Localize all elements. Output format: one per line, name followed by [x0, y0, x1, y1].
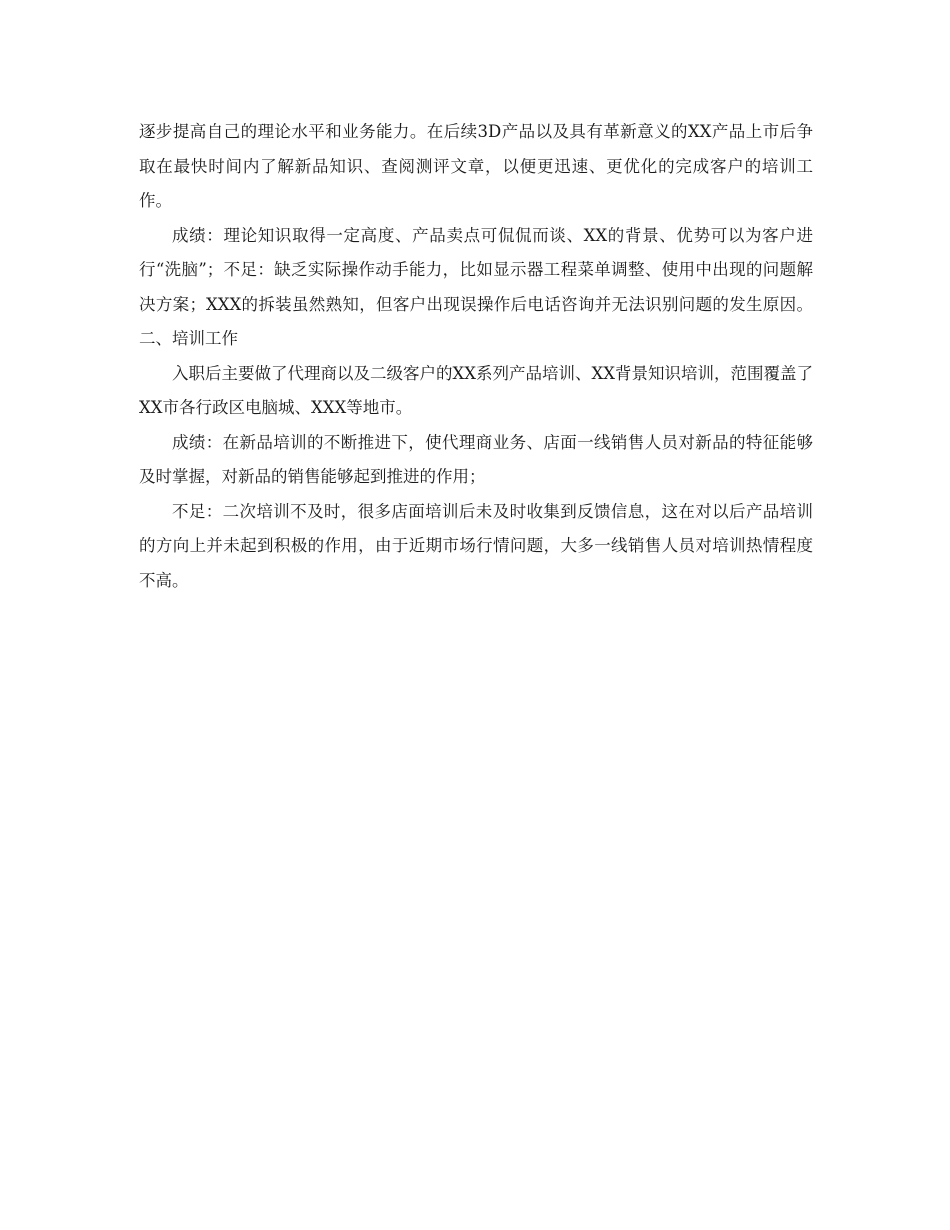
paragraph-theory-results: 成绩：理论知识取得一定高度、产品卖点可侃侃而谈、XX的背景、优势可以为客户进行“洗脑”；不足：缺乏实际操作动手能力，比如显示器工程菜单调整、使用中出现的问题解决方案；XXX的拆装虽然熟知，但客户出现误操作后电话咨询并无法识别问题的发生原因。二、培训工作: [139, 225, 813, 348]
document-body: [139, 115, 813, 598]
paragraph-continuation: 逐步提高自己的理论水平和业务能力。在后续3D产品以及具有革新意义的XX产品上市后争取在最快时间内了解新品知识、查阅测评文章，以便更迅速、更优化的完成客户的培训工作。: [139, 122, 813, 210]
paragraph-training-shortcomings: 不足：二次培训不及时，很多店面培训后未及时收集到反馈信息，这在对以后产品培训的方向上并未起到积极的作用，由于近期市场行情问题，大多一线销售人员对培训热情程度不高。: [139, 501, 813, 590]
paragraph-training-results: 成绩：在新品培训的不断推进下，使代理商业务、店面一线销售人员对新品的特征能够及时掌握，对新品的销售能够起到推进的作用；: [139, 432, 813, 486]
paragraph-training-work: 入职后主要做了代理商以及二级客户的XX系列产品培训、XX背景知识培训，范围覆盖了XX市各行政区电脑城、XXX等地市。: [139, 363, 813, 417]
